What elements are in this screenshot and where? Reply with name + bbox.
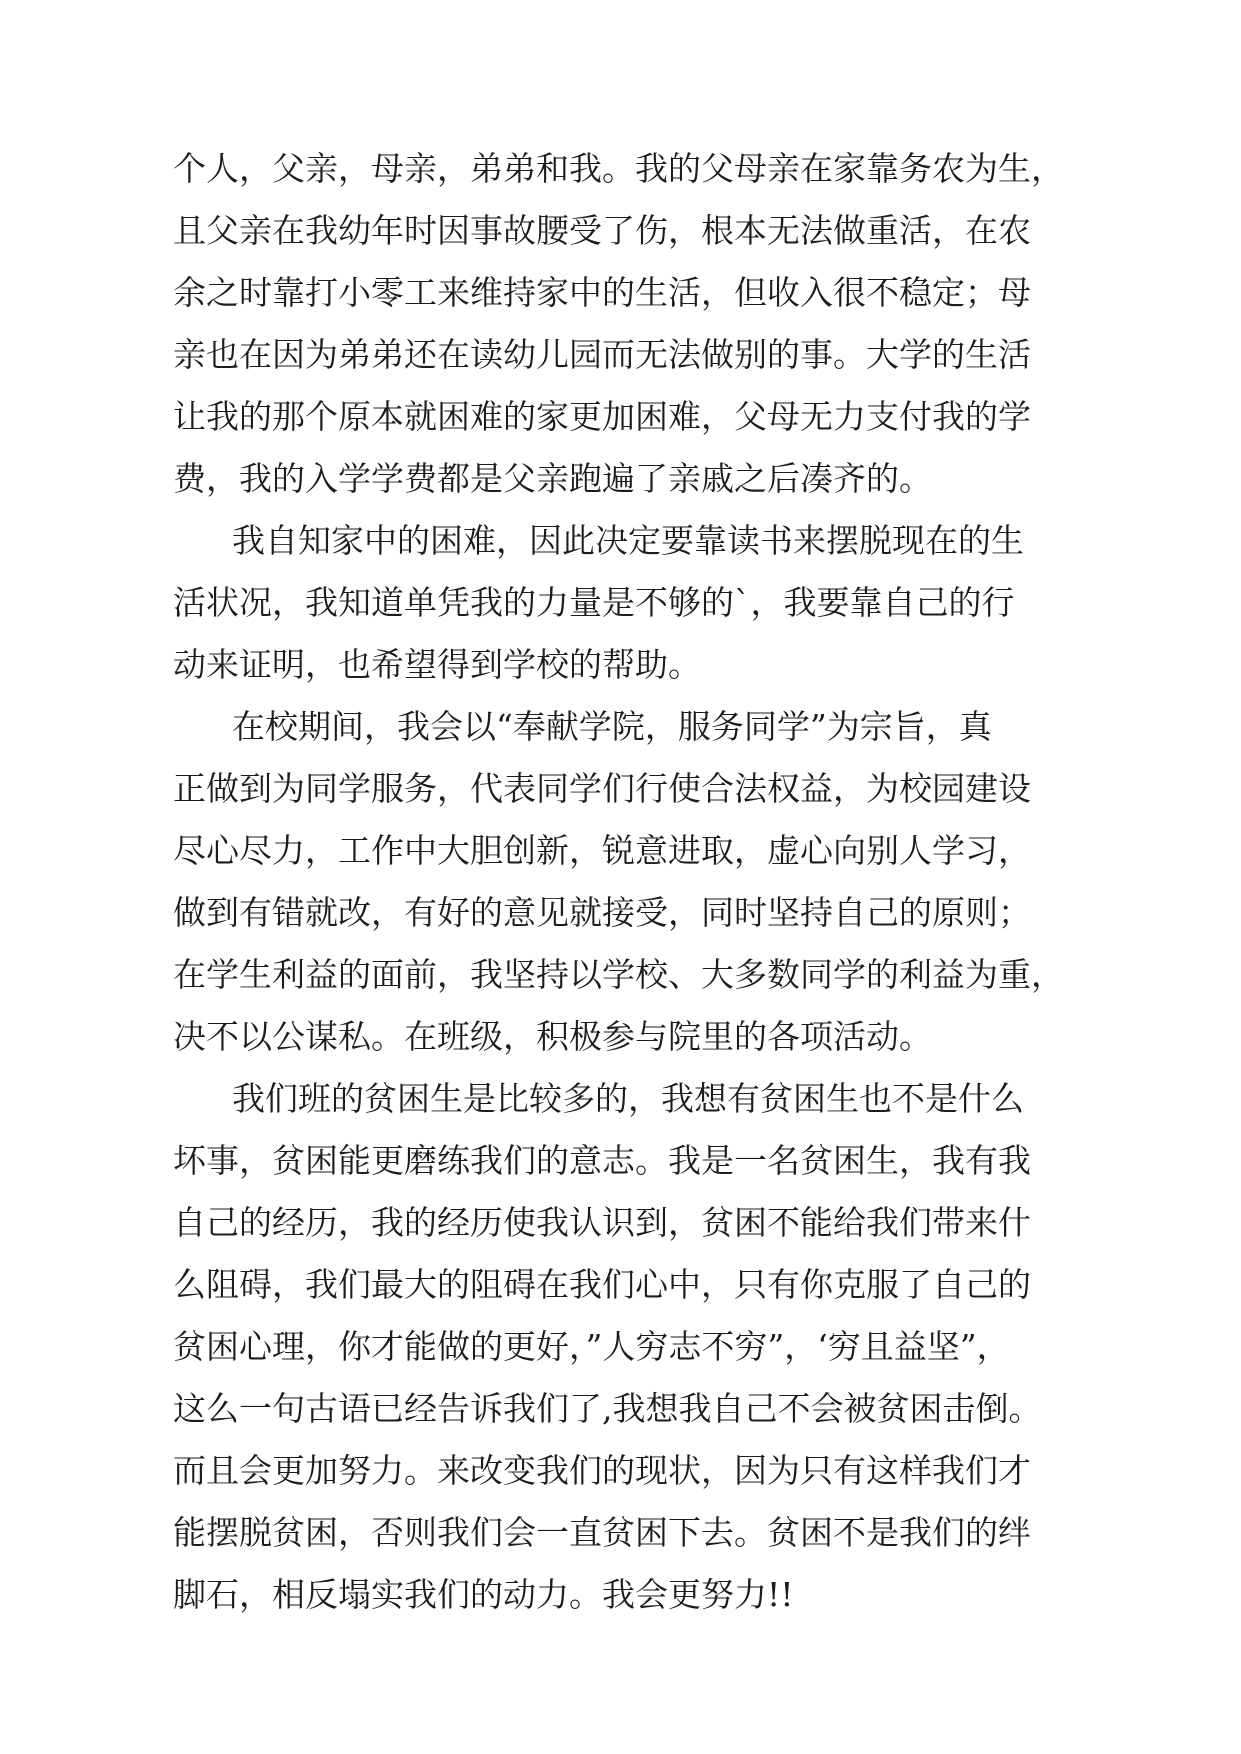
text-line-content: 费，我的入学学费都是父亲跑遍了亲戚之后凑齐的。 [173,459,932,498]
text-line [0,200,1241,262]
text-line-content: 么阻碍，我们最大的阻碍在我们心中，只有你克服了自己的 [173,1265,1031,1304]
text-line-content: 自己的经历，我的经历使我认识到，贫困不能给我们带来什 [173,1203,1031,1242]
text-line-content: 亲也在因为弟弟还在读幼儿园而无法做别的事。大学的生活 [173,335,1031,374]
text-line-content: 能摆脱贫困，否则我们会一直贫困下去。贫困不是我们的绊 [173,1513,1031,1552]
text-line-content: 这么一句古语已经告诉我们了,我想我自己不会被贫困击倒。 [173,1389,1042,1428]
text-line-content: 余之时靠打小零工来维持家中的生活，但收入很不稳定；母 [173,273,1031,312]
text-line [0,1192,1241,1254]
text-line [0,696,1241,758]
text-line [0,1254,1241,1316]
text-line [0,448,1241,510]
text-line [0,262,1241,324]
text-line-content: 脚石，相反塌实我们的动力。我会更努力!! [173,1575,794,1614]
text-line [0,1378,1241,1440]
text-line [0,1006,1241,1068]
text-line [0,1068,1241,1130]
text-line [0,510,1241,572]
text-line-content: 且父亲在我幼年时因事故腰受了伤，根本无法做重活，在农 [173,211,1031,250]
text-line-content: 个人，父亲，母亲，弟弟和我。我的父母亲在家靠务农为生， [173,149,1064,188]
text-line [0,1502,1241,1564]
text-line-content: 尽心尽力，工作中大胆创新，锐意进取，虚心向别人学习， [173,831,1031,870]
text-line [0,1130,1241,1192]
text-line-content: 动来证明，也希望得到学校的帮助。 [173,645,701,684]
text-line [0,1564,1241,1626]
text-line-content: 正做到为同学服务，代表同学们行使合法权益，为校园建设 [173,769,1031,808]
text-line-content: 我自知家中的困难，因此决定要靠读书来摆脱现在的生 [232,521,1024,560]
text-line [0,1440,1241,1502]
text-line [0,386,1241,448]
text-line-content: 贫困心理，你才能做的更好，”人穷志不穷”，‘穷且益坚”， [173,1327,1010,1366]
text-line-content: 而且会更加努力。来改变我们的现状，因为只有这样我们才 [173,1451,1031,1490]
text-line-content: 在学生利益的面前，我坚持以学校、大多数同学的利益为重， [173,955,1064,994]
text-line [0,138,1241,200]
text-line-content: 做到有错就改，有好的意见就接受，同时坚持自己的原则； [173,893,1031,932]
text-line [0,882,1241,944]
text-line [0,1316,1241,1378]
text-line [0,324,1241,386]
text-line-content: 活状况，我知道单凭我的力量是不够的`，我要靠自己的行 [173,583,1015,622]
text-line [0,820,1241,882]
text-line [0,944,1241,1006]
text-line-content: 坏事，贫困能更磨练我们的意志。我是一名贫困生，我有我 [173,1141,1031,1180]
text-line [0,758,1241,820]
text-line [0,634,1241,696]
text-line [0,572,1241,634]
text-line-content: 在校期间，我会以“奉献学院，服务同学”为宗旨，真 [232,707,992,746]
text-line-content: 让我的那个原本就困难的家更加困难，父母无力支付我的学 [173,397,1031,436]
text-line-content: 决不以公谋私。在班级，积极参与院里的各项活动。 [173,1017,932,1056]
text-line-content: 我们班的贫困生是比较多的，我想有贫困生也不是什么 [232,1079,1024,1118]
